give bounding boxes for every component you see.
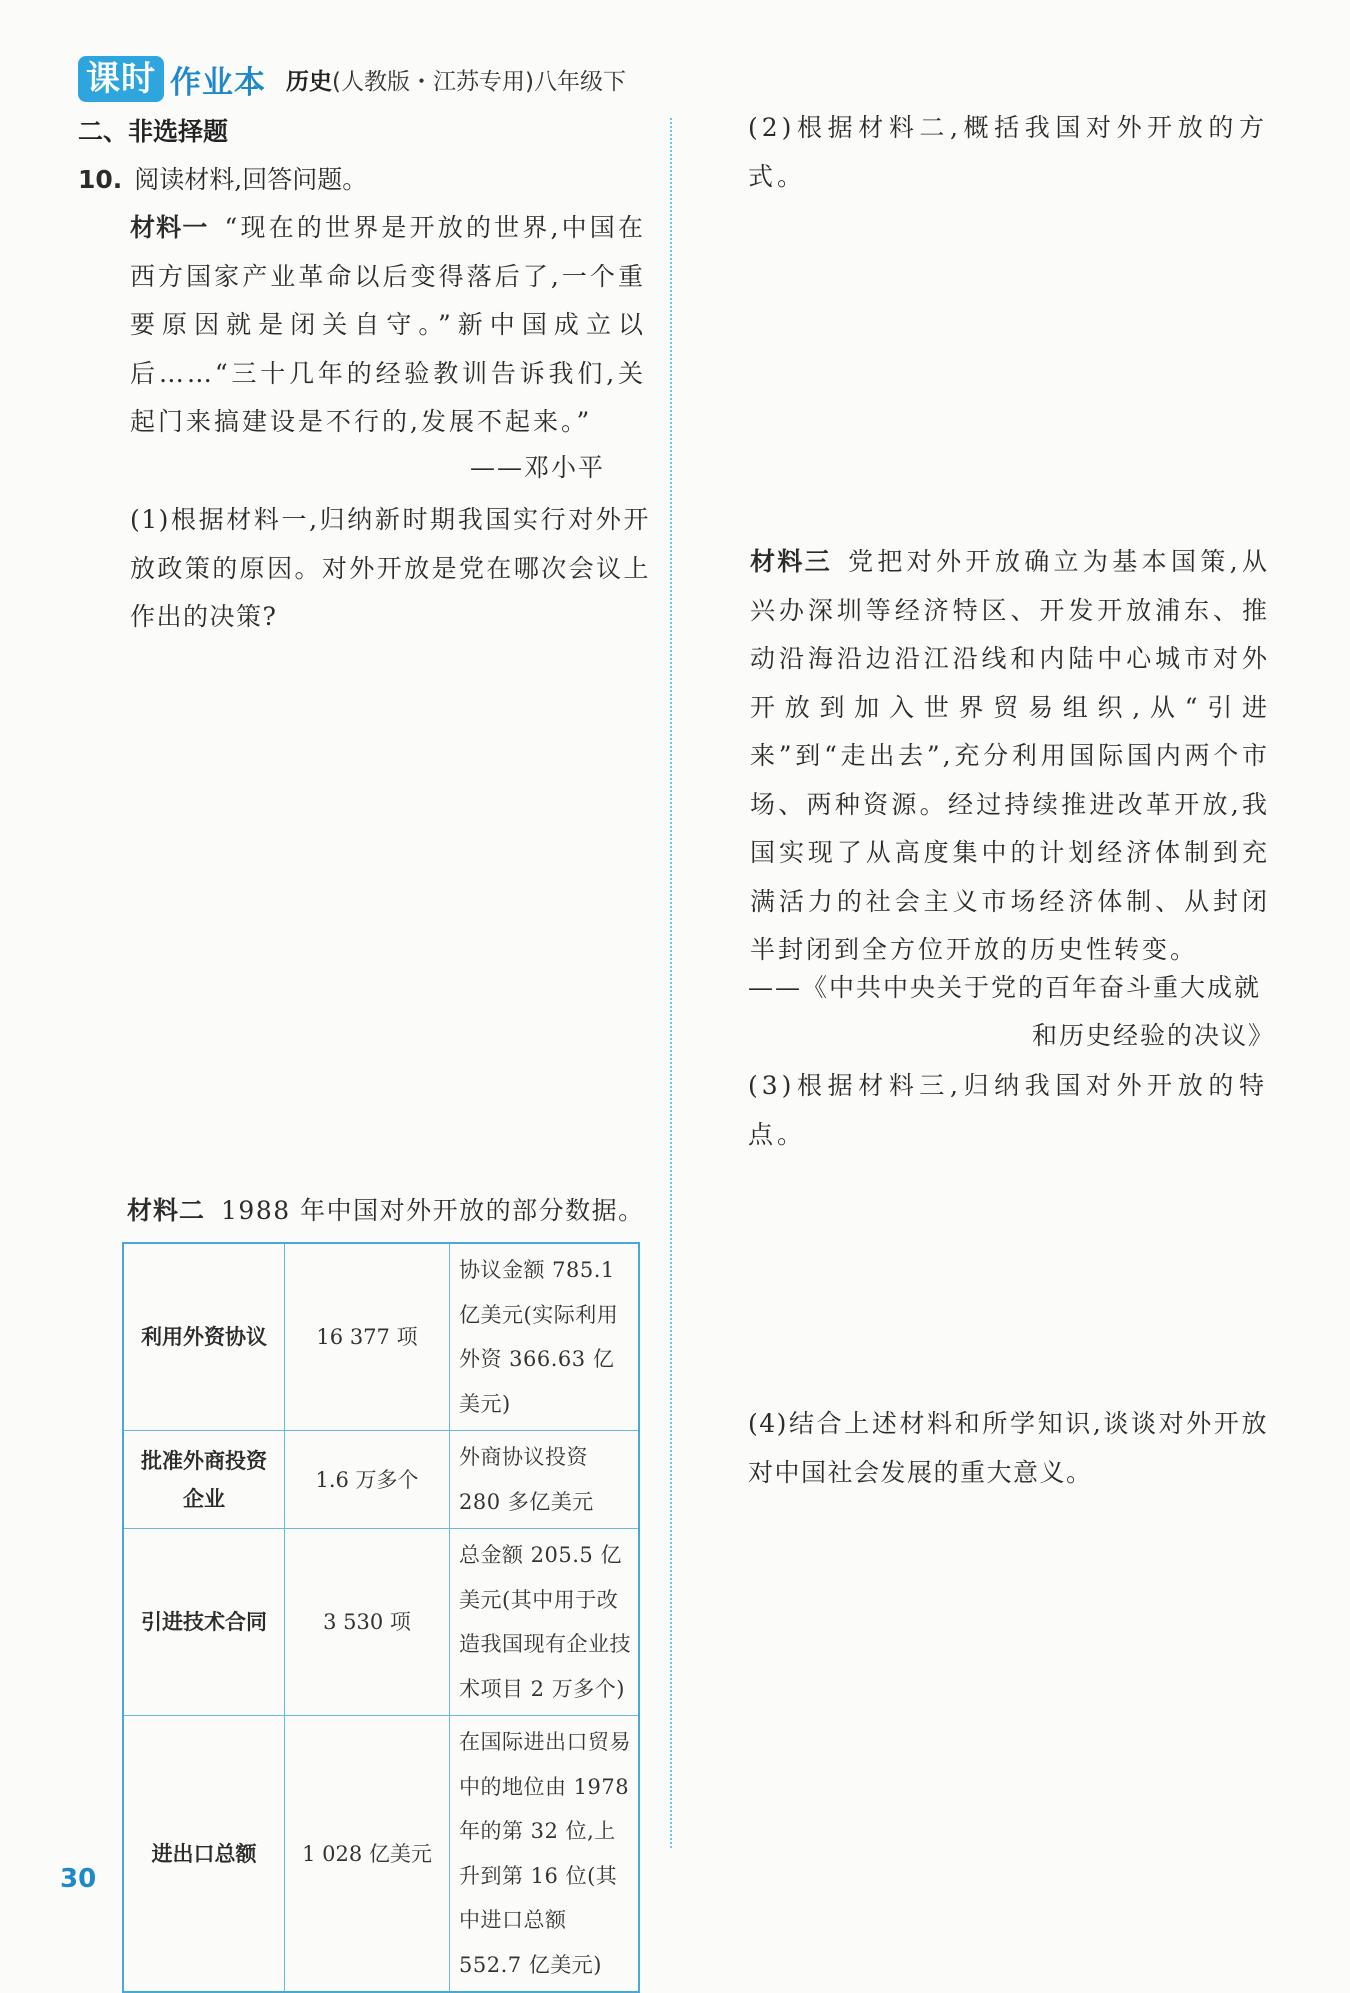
page-header bbox=[78, 54, 626, 104]
table-cell-detail: 外商协议投资 280 多亿美元 bbox=[450, 1431, 640, 1529]
subject-name: 历史 bbox=[286, 68, 332, 95]
material-three-source: ——《中共中央关于党的百年奋斗重大成就 bbox=[748, 973, 1262, 1002]
table-row bbox=[123, 1716, 639, 1993]
table-cell-count: 3 530 项 bbox=[285, 1529, 450, 1716]
material-three-label: 材料三 bbox=[750, 547, 833, 576]
table-cell-item: 进出口总额 bbox=[123, 1716, 285, 1993]
table-row bbox=[123, 1431, 639, 1529]
table-cell-detail: 在国际进出口贸易中的地位由 1978 年的第 32 位,上升到第 16 位(其中进口总额 552.7 亿美元) bbox=[450, 1716, 640, 1993]
material-two-title: 1988 年中国对外开放的部分数据。 bbox=[221, 1196, 645, 1225]
page-number: 30 bbox=[60, 1864, 97, 1894]
sub-question-1: (1)根据材料一,归纳新时期我国实行对外开放政策的原因。对外开放是党在哪次会议上作出的决策? bbox=[130, 505, 650, 631]
question-prompt: 阅读材料,回答问题。 bbox=[134, 165, 368, 194]
material-two-heading bbox=[127, 1191, 645, 1227]
question-number: 10. bbox=[78, 165, 123, 194]
table-cell-count: 1 028 亿美元 bbox=[285, 1716, 450, 1993]
material-one-label: 材料一 bbox=[130, 213, 209, 242]
table-cell-count: 16 377 项 bbox=[285, 1243, 450, 1431]
material-one-source: ——邓小平 bbox=[470, 453, 606, 482]
material-two-label: 材料二 bbox=[127, 1196, 206, 1225]
sub-question-4: (4)结合上述材料和所学知识,谈谈对外开放对中国社会发展的重大意义。 bbox=[748, 1409, 1268, 1487]
sub-question-2: (2)根据材料二,概括我国对外开放的方式。 bbox=[748, 113, 1268, 191]
material-three-source-cont: 和历史经验的决议》 bbox=[1032, 1021, 1276, 1050]
table-row bbox=[123, 1243, 639, 1431]
material-three bbox=[750, 538, 1270, 975]
column-divider bbox=[670, 118, 672, 1848]
table-cell-count: 1.6 万多个 bbox=[285, 1431, 450, 1529]
material-one bbox=[130, 204, 646, 447]
table-cell-item: 批准外商投资企业 bbox=[123, 1431, 285, 1529]
table-cell-item: 引进技术合同 bbox=[123, 1529, 285, 1716]
table-row bbox=[123, 1529, 639, 1716]
material-one-text: “现在的世界是开放的世界,中国在西方国家产业革命以后变得落后了,一个重要原因就是闭关自守。”新中国成立以后……“三十几年的经验教训告诉我们,关起门来搞建设是不行的,发展不起来。” bbox=[130, 213, 646, 436]
sub-question-3: (3)根据材料三,归纳我国对外开放的特点。 bbox=[748, 1071, 1268, 1149]
data-table bbox=[122, 1242, 640, 1993]
brand-logo: 课时 bbox=[78, 56, 164, 102]
material-three-text: 党把对外开放确立为基本国策,从兴办深圳等经济特区、开发开放浦东、推动沿海沿边沿江沿线和内陆中心城市对外开放到加入世界贸易组织,从“引进来”到“走出去”,充分利用国际国内两个市场、两种资源。经过持续推进改革开放,我国实现了从高度集中的计划经济体制到充满活力的社会主义市场经济体制、从封闭半封闭到全方位开放的历史性转变。 bbox=[750, 547, 1270, 964]
table-cell-item: 利用外资协议 bbox=[123, 1243, 285, 1431]
section-title: 二、非选择题 bbox=[78, 117, 229, 146]
table-cell-detail: 总金额 205.5 亿美元(其中用于改造我国现有企业技术项目 2 万多个) bbox=[450, 1529, 640, 1716]
question-heading bbox=[78, 160, 367, 196]
edition-info: (人教版・江苏专用)八年级下 bbox=[332, 68, 626, 95]
brand-name: 作业本 bbox=[170, 64, 266, 101]
table-cell-detail: 协议金额 785.1 亿美元(实际利用外资 366.63 亿美元) bbox=[450, 1243, 640, 1431]
